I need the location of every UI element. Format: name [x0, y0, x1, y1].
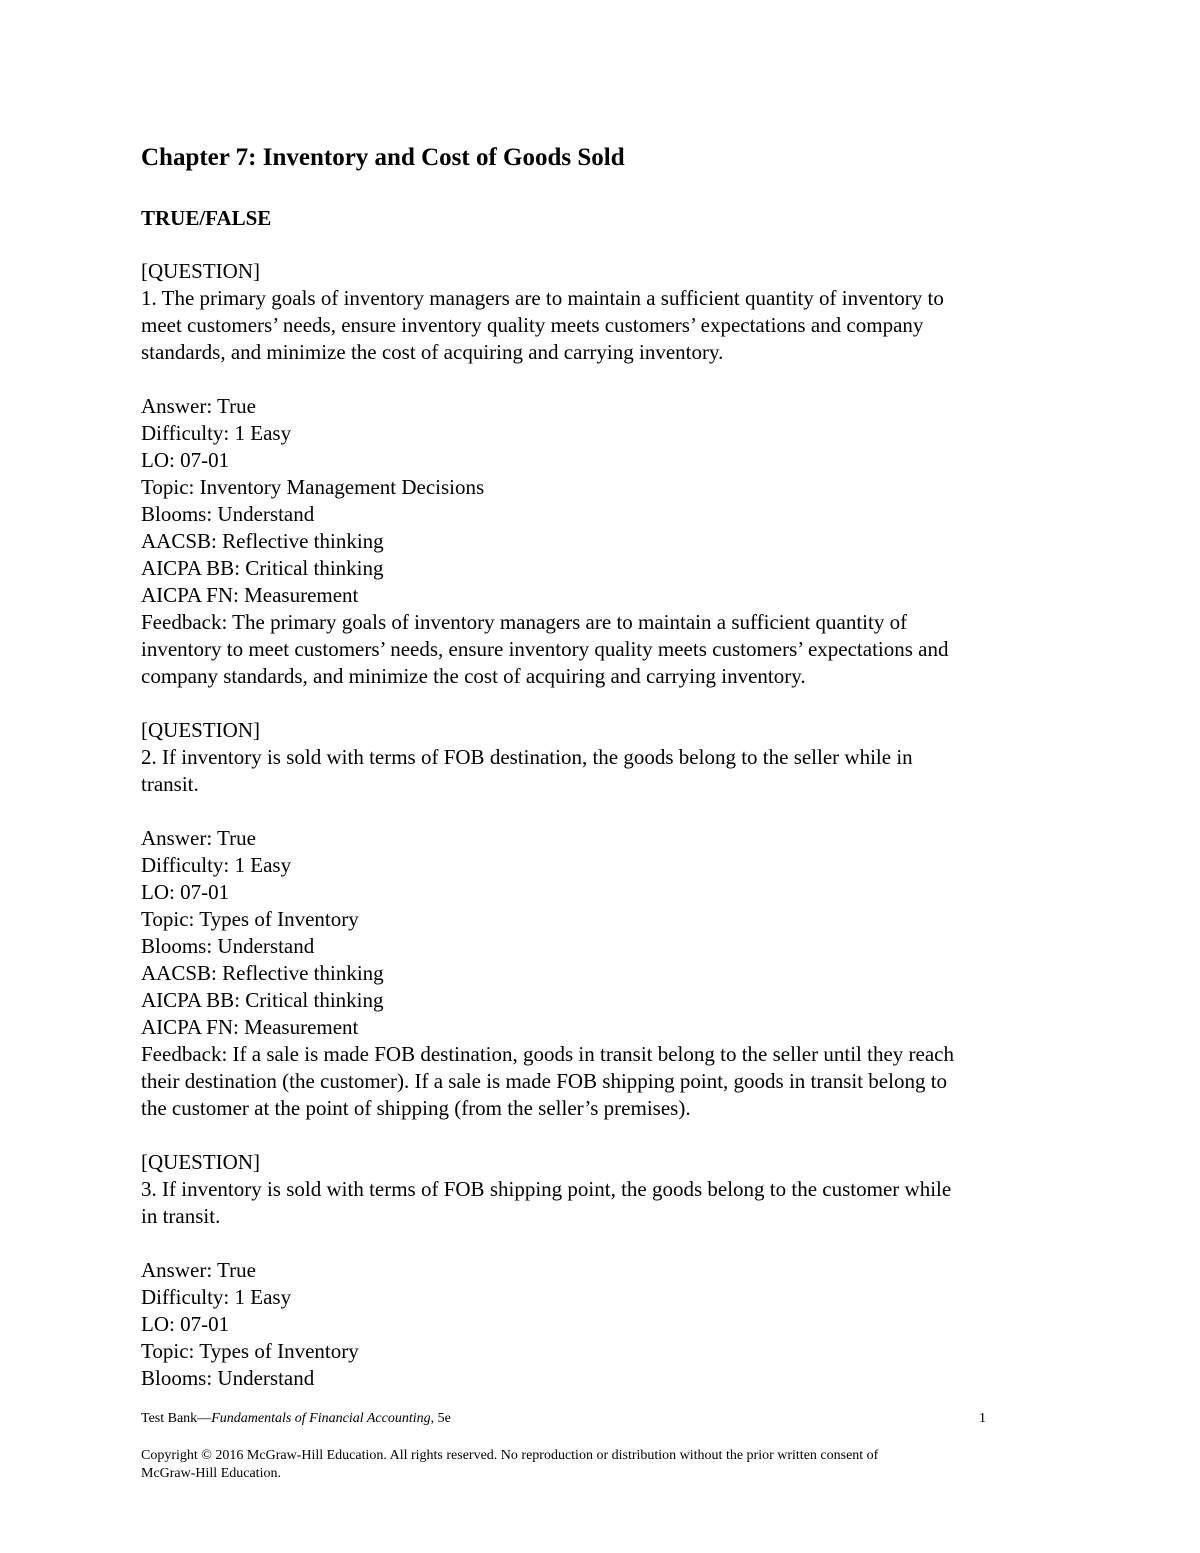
question-text-line: transit. — [141, 772, 199, 796]
difficulty: Difficulty: 1 Easy — [141, 853, 292, 877]
footer-prefix: Test Bank— — [141, 1411, 212, 1426]
blooms: Blooms: Understand — [141, 934, 315, 958]
aicpa-bb: AICPA BB: Critical thinking — [141, 556, 384, 580]
difficulty: Difficulty: 1 Easy — [141, 421, 292, 445]
feedback-line: their destination (the customer). If a sale is made FOB shipping point, goods in transit belong to — [141, 1069, 948, 1093]
document-page — [141, 0, 1071, 1553]
difficulty: Difficulty: 1 Easy — [141, 1285, 292, 1309]
topic: Topic: Inventory Management Decisions — [141, 475, 485, 499]
feedback-line: Feedback: The primary goals of inventory managers are to maintain a sufficient quantity of — [141, 610, 908, 634]
copyright-notice — [141, 1447, 1001, 1483]
question-marker: [QUESTION] — [141, 718, 260, 742]
question-text-line: 3. If inventory is sold with terms of FOB shipping point, the goods belong to the customer while — [141, 1177, 952, 1201]
question-text-line: 1. The primary goals of inventory managers are to maintain a sufficient quantity of inventory to — [141, 286, 944, 310]
aicpa-fn: AICPA FN: Measurement — [141, 1015, 359, 1039]
question-text-line: meet customers’ needs, ensure inventory quality meets customers’ expectations and company — [141, 313, 924, 337]
question-marker: [QUESTION] — [141, 259, 260, 283]
topic: Topic: Types of Inventory — [141, 1339, 359, 1363]
page-number: 1 — [979, 1411, 986, 1426]
question-marker: [QUESTION] — [141, 1150, 260, 1174]
footer-book-title: Fundamentals of Financial Accounting — [211, 1411, 431, 1426]
feedback-line: company standards, and minimize the cost of acquiring and carrying inventory. — [141, 664, 806, 688]
learning-objective: LO: 07-01 — [141, 448, 230, 472]
learning-objective: LO: 07-01 — [141, 880, 230, 904]
answer: Answer: True — [141, 394, 256, 418]
question-text-line: standards, and minimize the cost of acquiring and carrying inventory. — [141, 340, 724, 364]
copyright-line: Copyright © 2016 McGraw-Hill Education. All rights reserved. No reproduction or distribution without the prior written consent of — [141, 1448, 879, 1463]
copyright-line: McGraw-Hill Education. — [141, 1466, 281, 1481]
section-heading: TRUE/FALSE — [141, 206, 272, 230]
question-block — [141, 1149, 1071, 1392]
answer: Answer: True — [141, 826, 256, 850]
topic: Topic: Types of Inventory — [141, 907, 359, 931]
blooms: Blooms: Understand — [141, 502, 315, 526]
questions-body — [141, 258, 1071, 1392]
feedback-line: the customer at the point of shipping (from the seller’s premises). — [141, 1096, 691, 1120]
question-text-line: in transit. — [141, 1204, 221, 1228]
chapter-title: Chapter 7: Inventory and Cost of Goods Sold — [141, 144, 625, 171]
question-block — [141, 717, 1071, 1149]
question-block — [141, 258, 1071, 717]
footer-book-reference — [141, 1410, 451, 1428]
footer-edition: , 5e — [430, 1411, 451, 1426]
aicpa-fn: AICPA FN: Measurement — [141, 583, 359, 607]
feedback-line: inventory to meet customers’ needs, ensure inventory quality meets customers’ expectations and — [141, 637, 949, 661]
blooms: Blooms: Understand — [141, 1366, 315, 1390]
aacsb: AACSB: Reflective thinking — [141, 961, 384, 985]
aacsb: AACSB: Reflective thinking — [141, 529, 384, 553]
question-text-line: 2. If inventory is sold with terms of FOB destination, the goods belong to the seller while in — [141, 745, 913, 769]
feedback-line: Feedback: If a sale is made FOB destination, goods in transit belong to the seller until they reach — [141, 1042, 954, 1066]
aicpa-bb: AICPA BB: Critical thinking — [141, 988, 384, 1012]
answer: Answer: True — [141, 1258, 256, 1282]
learning-objective: LO: 07-01 — [141, 1312, 230, 1336]
